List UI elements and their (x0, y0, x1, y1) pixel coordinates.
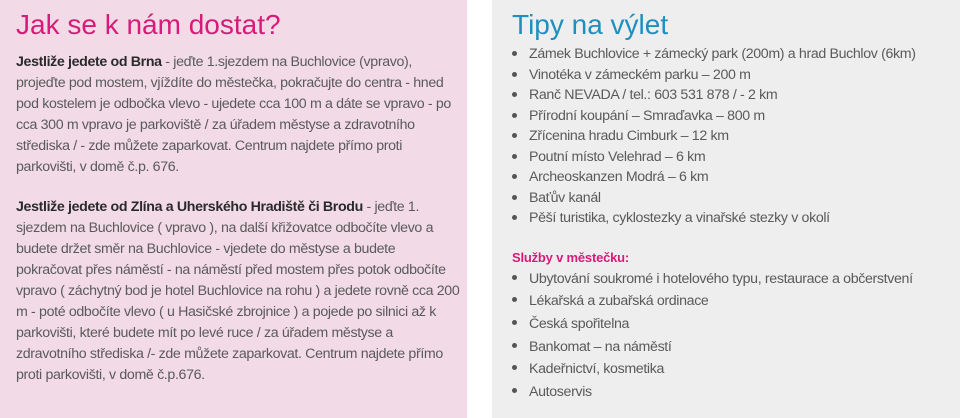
tips-list (512, 44, 952, 229)
route-from-zlin-text: - jeďte 1. sjezdem na Buchlovice ( vpravo ), na další křižovatce odbočíte vlevo a budete držet směr na Buchlovice - vjedete do městyse a budete pokračovat přes náměstí - na náměstí před mostem přes potok odbočíte vpravo ( záchytný bod je hotel Buchlovice na rohu ) a jedete rovně cca 200 m - poté odbočíte vlevo ( u Hasičské zbrojnice ) a pojede po silnici až k parkovišti, které budete mít po levé ruce / za úřadem městyse a zdravotního střediska /- zde můžete zaparkovat. Centrum najdete přímo proti parkovišti, v domě č.p.676. (16, 199, 460, 383)
service-item: Česká spořitelna (512, 313, 952, 336)
tip-item: Vinotéka v zámeckém parku – 200 m (512, 65, 952, 86)
tip-item: Poutní místo Velehrad – 6 km (512, 147, 952, 168)
directions-title: Jak se k nám dostat? (16, 9, 281, 40)
service-item: Bankomat – na náměstí (512, 336, 952, 359)
route-from-zlin (16, 197, 461, 386)
directions-panel (0, 0, 467, 418)
service-item: Ubytování soukromé i hotelového typu, restaurace a občerstvení (512, 268, 952, 291)
route-from-zlin-lead: Jestliže jedete od Zlína a Uherského Hradiště či Brodu (16, 199, 363, 215)
route-from-brno (16, 52, 461, 178)
service-item: Lékařská a zubařská ordinace (512, 290, 952, 313)
tip-item: Pěší turistika, cyklostezky a vinařské stezky v okolí (512, 208, 952, 229)
tip-item: Zřícenina hradu Cimburk – 12 km (512, 126, 952, 147)
services-heading: Služby v městečku: (512, 249, 630, 265)
tip-item: Baťův kanál (512, 188, 952, 209)
tips-title: Tipy na výlet (512, 9, 669, 40)
tip-item: Archeoskanzen Modrá – 6 km (512, 167, 952, 188)
tip-item: Přírodní koupání – Smraďavka – 800 m (512, 106, 952, 127)
tips-panel (492, 0, 960, 418)
service-item: Autoservis (512, 381, 952, 404)
service-item: Kadeřnictví, kosmetika (512, 358, 952, 381)
tip-item: Zámek Buchlovice + zámecký park (200m) a hrad Buchlov (6km) (512, 44, 952, 65)
route-from-brno-lead: Jestliže jedete od Brna (16, 54, 162, 70)
services-list (512, 268, 952, 404)
route-from-brno-text: - jeďte 1.sjezdem na Buchlovice (vpravo), projeďte pod mostem, vjíždíte do městečka, pokračujte do centra - hned pod kostelem je odbočka vlevo - ujedete cca 100 m a dáte se vpravo - po cca 300 m vpravo je parkoviště / za úřadem městyse a zdravotního střediska / - zde můžete zaparkovat. Centrum najdete přímo proti parkovišti, v domě č.p. 676. (16, 54, 451, 175)
tip-item: Ranč NEVADA / tel.: 603 531 878 / - 2 km (512, 85, 952, 106)
